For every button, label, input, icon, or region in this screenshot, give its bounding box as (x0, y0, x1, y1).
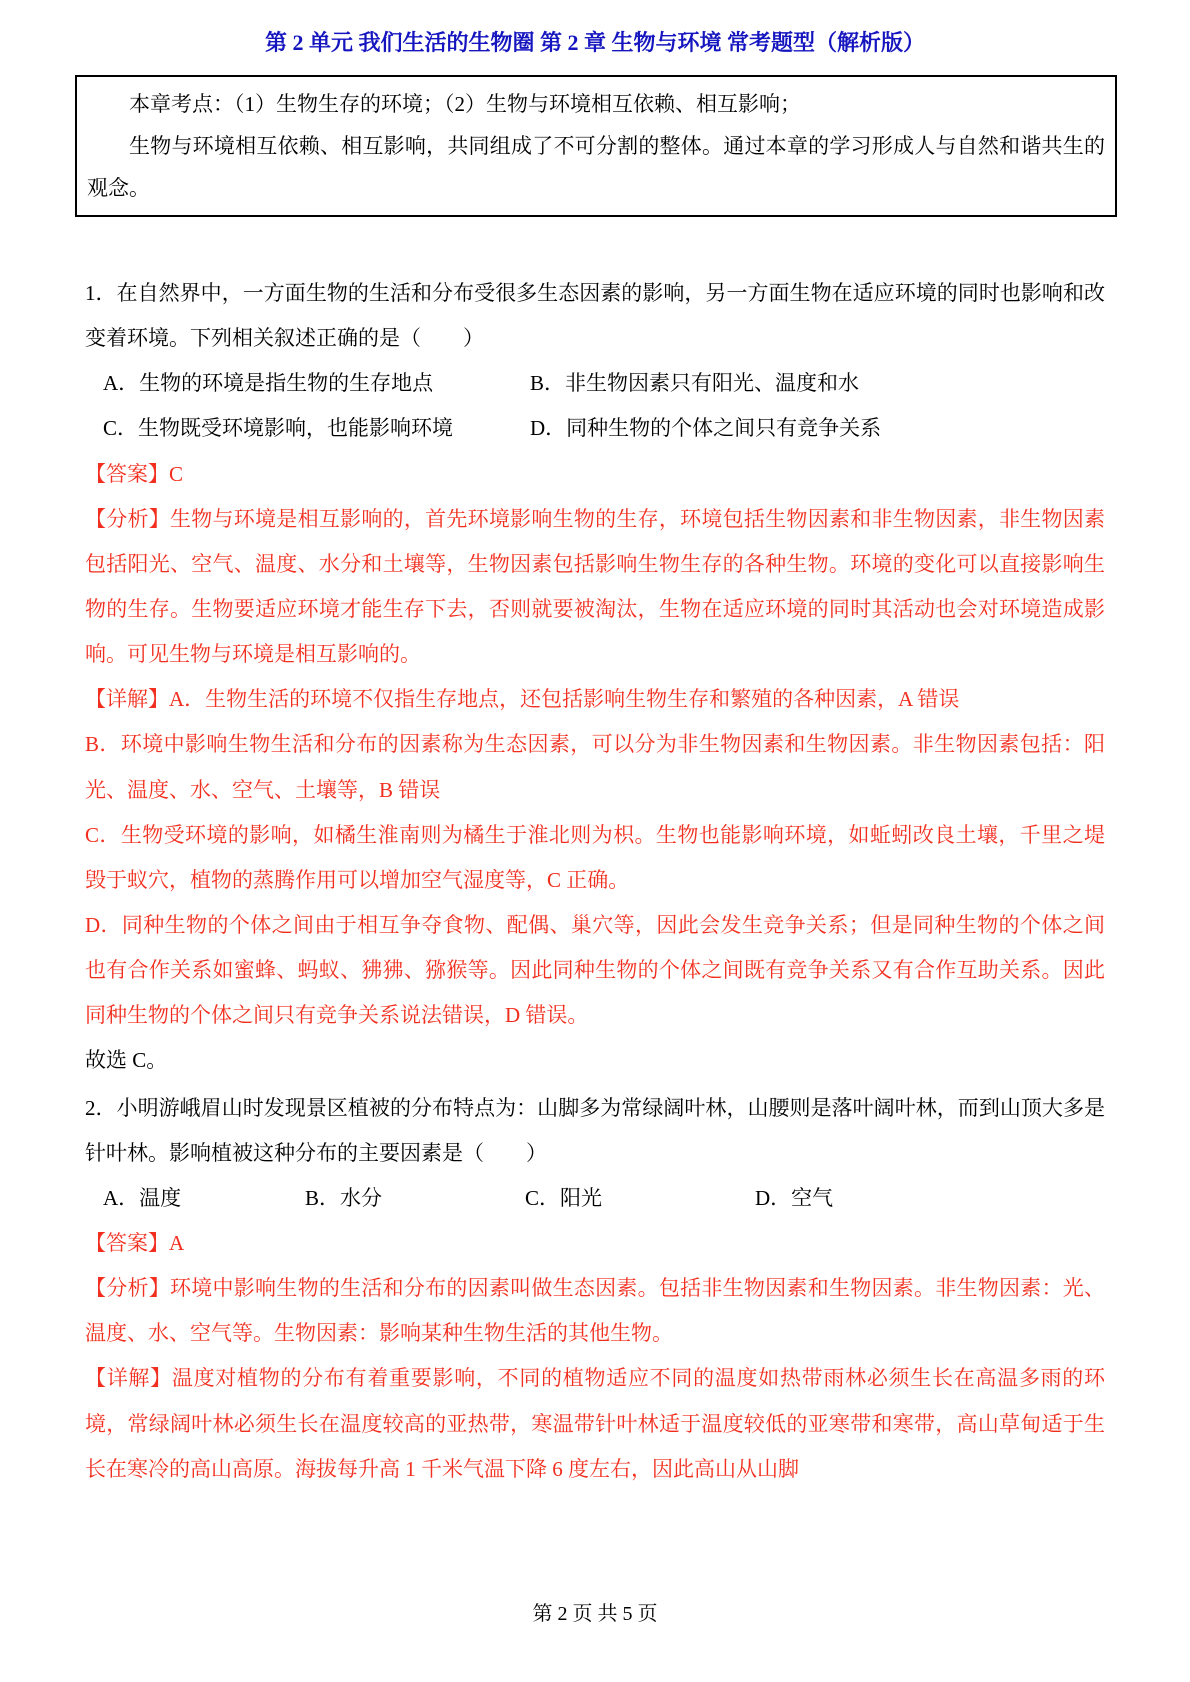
question-1-analysis (85, 497, 1105, 678)
question-1 (85, 271, 1105, 1084)
page-footer: 第 2 页 共 5 页 (532, 1603, 658, 1625)
question-1-detail-c: C．生物受环境的影响，如橘生淮南则为橘生于淮北则为枳。生物也能影响环境，如蚯蚓改良土壤，千里之堤毁于蚁穴，植物的蒸腾作用可以增加空气湿度等，C 正确。 (85, 822, 1105, 892)
detail-label: 【详解】 (85, 687, 169, 712)
page-title: 第 2 单元 我们生活的生物圈 第 2 章 生物与环境 常考题型（解析版） (264, 30, 925, 55)
question-1-conclusion: 故选 C。 (85, 1048, 168, 1073)
question-1-analysis-text: 生物与环境是相互影响的，首先环境影响生物的生存，环境包括生物因素和非生物因素，非生物因素包括阳光、空气、温度、水分和土壤等，生物因素包括影响生物生存的各种生物。环境的变化可以直接影响生物的生存。生物要适应环境才能生存下去，否则就要被淘汰，生物在适应环境的同时其活动也会对环境造成影响。可见生物与环境是相互影响的。 (85, 506, 1106, 667)
question-2-analysis (85, 1266, 1105, 1356)
chapter-focus-line-1: 本章考点：（1）生物生存的环境；（2）生物与环境相互依赖、相互影响； (129, 92, 801, 116)
question-2-stem: 2．小明游峨眉山时发现景区植被的分布特点为：山脚多为常绿阔叶林，山腰则是落叶阔叶林，而到山顶大多是针叶林。影响植被这种分布的主要因素是（ ） (85, 1095, 1105, 1165)
question-1-answer-line (85, 452, 1105, 497)
detail-label: 【详解】 (85, 1366, 172, 1391)
question-2-option-c: C．阳光 (525, 1185, 603, 1210)
question-2-analysis-text: 环境中影响生物的生活和分布的因素叫做生态因素。包括非生物因素和生物因素。非生物因素：光、温度、水、空气等。生物因素：影响某种生物生活的其他生物。 (85, 1276, 1106, 1346)
question-2-option-a: A．温度 (103, 1185, 182, 1210)
question-2-options (85, 1176, 1105, 1221)
question-1-options (85, 361, 1105, 451)
question-1-detail-a (85, 677, 1105, 722)
question-1-option-d: D．同种生物的个体之间只有竞争关系 (530, 416, 882, 441)
question-2-answer-value: A (169, 1230, 185, 1255)
answer-label: 【答案】 (85, 1230, 169, 1255)
question-2-detail (85, 1356, 1105, 1491)
question-1-option-b: B．非生物因素只有阳光、温度和水 (530, 371, 860, 396)
chapter-focus-box (75, 75, 1117, 217)
analysis-label: 【分析】 (85, 1276, 171, 1301)
question-2 (85, 1086, 1105, 1492)
question-1-detail-d: D．同种生物的个体之间由于相互争夺食物、配偶、巢穴等，因此会发生竞争关系；但是同种生物的个体之间也有合作关系如蜜蜂、蚂蚁、狒狒、猕猴等。因此同种生物的个体之间既有竞争关系又有合作互助关系。因此同种生物的个体之间只有竞争关系说法错误，D 错误。 (85, 912, 1105, 1028)
question-2-detail-text: 温度对植物的分布有着重要影响，不同的植物适应不同的温度如热带雨林必须生长在高温多雨的环境，常绿阔叶林必须生长在温度较高的亚热带，寒温带针叶林适于温度较低的亚寒带和寒带，高山草甸适于生长在寒冷的高山高原。海拔每升高 1 千米气温下降 6 度左右，因此高山从山脚 (85, 1366, 1106, 1481)
analysis-label: 【分析】 (85, 506, 171, 531)
question-1-detail-b: B．环境中影响生物生活和分布的因素称为生态因素，可以分为非生物因素和生物因素。非生物因素包括：阳光、温度、水、空气、土壤等，B 错误 (85, 732, 1105, 802)
question-1-detail-a-text: A．生物生活的环境不仅指生存地点，还包括影响生物生存和繁殖的各种因素，A 错误 (169, 687, 960, 712)
question-2-option-b: B．水分 (305, 1185, 383, 1210)
question-2-option-d: D．空气 (755, 1185, 834, 1210)
question-1-option-a: A．生物的环境是指生物的生存地点 (103, 371, 434, 396)
question-1-answer-value: C (169, 461, 184, 486)
question-2-answer-line (85, 1221, 1105, 1266)
answer-label: 【答案】 (85, 461, 169, 486)
chapter-focus-line-2: 生物与环境相互依赖、相互影响，共同组成了不可分割的整体。通过本章的学习形成人与自然和谐共生的观念。 (87, 134, 1105, 200)
question-1-option-c: C．生物既受环境影响，也能影响环境 (103, 416, 454, 441)
question-1-stem: 1．在自然界中，一方面生物的生活和分布受很多生态因素的影响，另一方面生物在适应环境的同时也影响和改变着环境。下列相关叙述正确的是（ ） (85, 281, 1105, 351)
